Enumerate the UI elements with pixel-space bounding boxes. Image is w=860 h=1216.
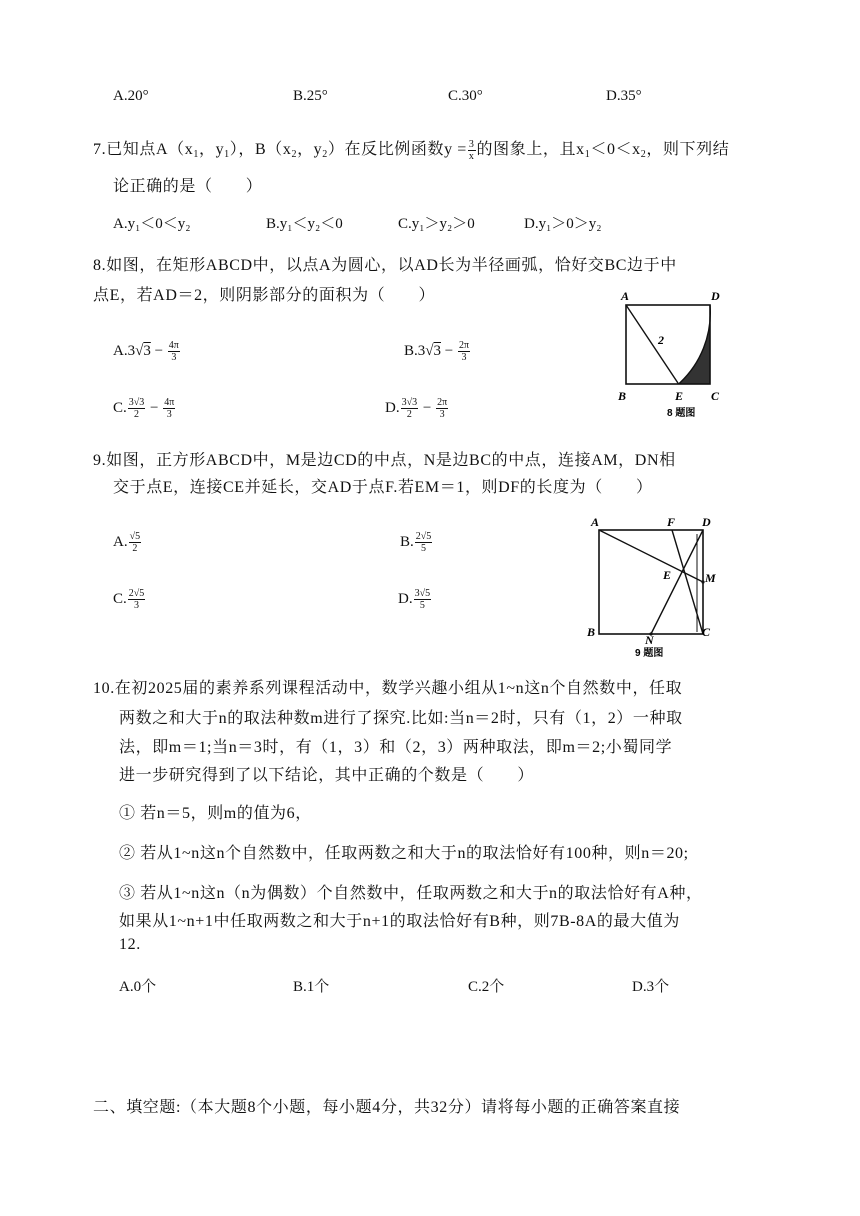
q9-stem-line2: 交于点E，连接CE并延长，交AD于点F.若EM＝1，则DF的长度为（ ）: [113, 479, 653, 496]
q10-option-b: B.1个: [293, 979, 330, 995]
q9-option-d: D. $\frac{3√5}{5}$: [398, 588, 431, 611]
q9-label-a: A: [591, 515, 600, 529]
q6-option-c: C.30°: [448, 88, 483, 104]
q8-option-b: B.3√3 − $\frac{2\pi}{3}$: [404, 340, 470, 363]
q10-statement-2: ② 若从1~n这n个自然数中，任取两数之和大于n的取法恰好有100种，则n＝20;: [119, 845, 689, 862]
q8-label-length: 2: [658, 333, 664, 347]
q9-label-e: E: [663, 568, 672, 582]
q7-stem-line2: 论正确的是（ ）: [113, 178, 263, 195]
q9-figure: [585, 514, 725, 660]
section2-heading: 二、填空题:（本大题8个小题，每小题4分，共32分）请将每小题的正确答案直接: [93, 1099, 681, 1116]
q9-option-a: A. $\frac{√5}{2}$: [113, 531, 141, 554]
q9-label-m: M: [705, 571, 716, 585]
q10-option-c: C.2个: [468, 979, 505, 995]
q9-label-n: N: [645, 633, 654, 647]
q7-stem-line1: 7.已知点$A(x_1$，$y_1$），$B(x_2$，$y_2$）在反比例函数y = $\frac{3}{x}$ 的图象上，且$x_1<0<x_2$，则下列结: [93, 138, 730, 162]
q6-option-d: D.35°: [606, 88, 642, 104]
q6-option-b: B.25°: [293, 88, 328, 104]
q10-option-d: D.3个: [632, 979, 670, 995]
q7-fraction: $\frac{3}{x}$: [468, 138, 475, 162]
q8-label-a: A: [621, 289, 630, 303]
q10-statement-3: ③ 若从1~n这n（n为偶数）个自然数中，任取两数之和大于n的取法恰好有A种，: [119, 885, 703, 902]
q8-figure: [612, 288, 740, 420]
q10-option-a: A.0个: [119, 979, 157, 995]
q7-option-a: A.y₁＜0＜y₂: [113, 216, 191, 232]
q7-option-b: B.y₁＜y₂＜0: [266, 216, 343, 232]
q8-stem-line2: 点E，若AD＝2，则阴影部分的面积为（ ）: [93, 287, 436, 304]
q6-option-a: A.20°: [113, 88, 149, 104]
q9-segment-am: [599, 530, 703, 582]
q8-figure-caption: 8 题图: [667, 408, 696, 419]
q7-option-c: C.y₁＞y₂＞0: [398, 216, 475, 232]
q8-label-e: E: [675, 389, 684, 403]
q10-stem-line3: 法，即m＝1;当n＝3时，有（1，3）和（2，3）两种取法，即m＝2;小蜀同学: [119, 739, 673, 756]
q8-option-c: C. $\frac{3√3}{2}$ − $\frac{4\pi}{3}$: [113, 397, 175, 420]
q8-option-a: A.3√3 − $\frac{4\pi}{3}$: [113, 340, 179, 363]
q7-option-d: D.y₁＞0＞y₂: [524, 216, 602, 232]
q10-statement-3-end: 12.: [119, 936, 141, 953]
q10-stem-line4: 进一步研究得到了以下结论，其中正确的个数是（ ）: [119, 767, 535, 784]
q9-label-d: D: [702, 515, 711, 529]
q10-stem-line2: 两数之和大于n的取法种数m进行了探究.比如:当n＝2时，只有（1，2）一种取: [119, 710, 683, 727]
q9-option-b: B. $\frac{2√5}{5}$: [400, 531, 432, 554]
q9-figure-caption: 9 题图: [635, 648, 664, 659]
q8-segment-ae: [626, 305, 679, 384]
q9-label-c: C: [702, 625, 711, 639]
q9-label-b: B: [587, 625, 596, 639]
q10-statement-1: ① 若n＝5，则m的值为6，: [119, 805, 312, 822]
q10-stem-line1: 10.在初2025届的素养系列课程活动中，数学兴趣小组从1~n这n个自然数中，任取: [93, 680, 683, 697]
q10-statement-3-cont: 如果从1~n+1中任取两数之和大于n+1的取法恰好有B种，则7B-8A的最大值为: [119, 913, 680, 930]
q8-label-c: C: [711, 389, 720, 403]
q9-stem-line1: 9.如图，正方形ABCD中，M是边CD的中点，N是边BC的中点，连接AM，DN相: [93, 452, 676, 469]
q8-label-d: D: [711, 289, 720, 303]
q9-option-c: C. $\frac{2√5}{3}$: [113, 588, 145, 611]
q8-option-d: D. $\frac{3√3}{2}$ − $\frac{2\pi}{3}$: [385, 397, 448, 420]
q8-stem-line1: 8.如图，在矩形ABCD中，以点A为圆心，以AD长为半径画弧，恰好交BC边于中: [93, 257, 677, 274]
q9-label-f: F: [667, 515, 676, 529]
q8-label-b: B: [618, 389, 627, 403]
